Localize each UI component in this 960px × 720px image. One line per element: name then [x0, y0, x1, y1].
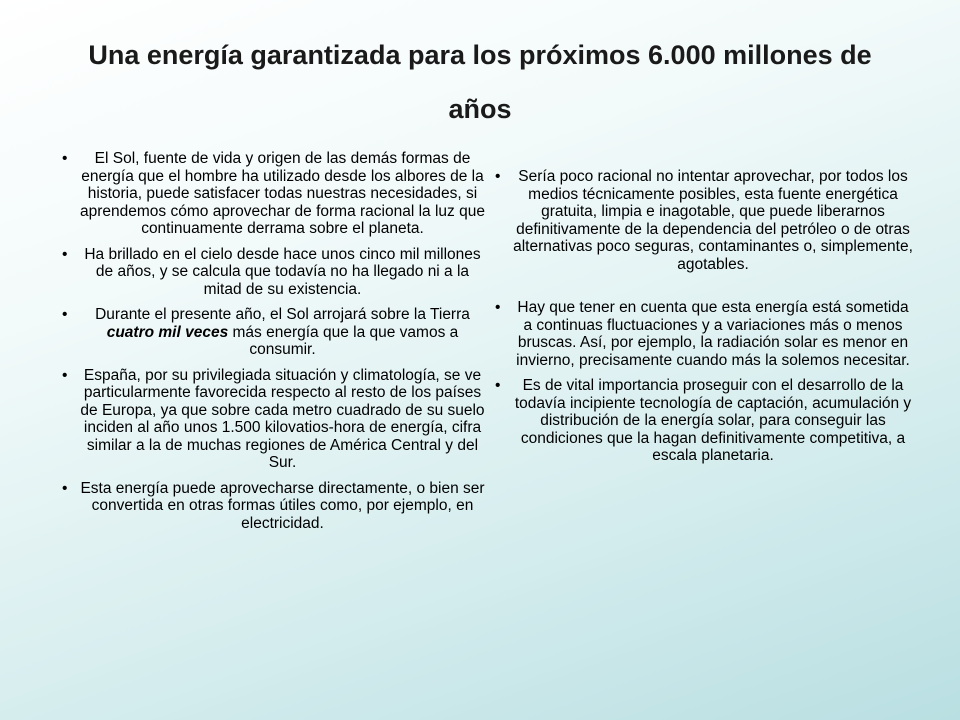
bullet-text-after: más energía que la que vamos a consumir.	[228, 323, 459, 358]
bullet-dot: •	[495, 377, 501, 394]
bullet-item	[495, 299, 915, 369]
bullet-dot: •	[62, 245, 68, 263]
right-column	[495, 168, 915, 465]
bullet-dot: •	[495, 299, 501, 316]
bullet-item	[62, 480, 487, 533]
bullet-item	[62, 246, 487, 299]
slide-title: Una energía garantizada para los próximos 6.000 millones de años	[88, 40, 872, 124]
bullet-text: España, por su privilegiada situación y climatología, se ve particularmente favorecida respecto al resto de los países de Europa, ya que sobre cada metro cuadrado de su suelo inciden al año unos 1.500 kilovatios-hora de energía, cifra similar a la de muchas regiones de América Central y del Sur.	[80, 366, 485, 471]
bullet-text: Sería poco racional no intentar aprovechar, por todos los medios técnicamente posibles, esta fuente energética gratuita, limpia e inagotable, que puede liberarnos definitivamente de la dependencia del petróleo o de otras alternativas poco seguras, contaminantes o, simplemente, agotables.	[513, 168, 913, 273]
bullet-dot: •	[62, 366, 68, 384]
bullet-text: Ha brillado en el cielo desde hace unos cinco mil millones de años, y se calcula que todavía no ha llegado ni a la mitad de su existencia.	[84, 245, 481, 298]
left-column	[62, 150, 487, 540]
bullet-item	[62, 150, 487, 238]
bullet-dot: •	[495, 168, 501, 185]
emphasis-text: cuatro mil veces	[106, 323, 229, 341]
bullet-text-before: Durante el presente año, el Sol arrojará sobre la Tierra	[95, 306, 470, 323]
bullet-dot: •	[62, 306, 68, 323]
bullet-dot: •	[62, 150, 68, 167]
bullet-item	[495, 377, 915, 465]
bullet-text: Esta energía puede aprovecharse directamente, o bien ser convertida en otras formas útiles como, por ejemplo, en electricidad.	[80, 479, 485, 532]
bullet-item	[495, 168, 915, 273]
bullet-text: Hay que tener en cuenta que esta energía está sometida a continuas fluctuaciones y a variaciones más o menos bruscas. Así, por ejemplo, la radiación solar es menor en invierno, precisamente cuando más la solemos necesitar.	[516, 299, 910, 369]
bullet-text: Es de vital importancia proseguir con el desarrollo de la todavía incipiente tecnología de captación, acumulación y distribución de la energía solar, para conseguir las condiciones que la hagan definitivamente competitiva, a escala planetaria.	[514, 377, 912, 464]
bullet-item	[62, 306, 487, 359]
bullet-text: El Sol, fuente de vida y origen de las demás formas de energía que el hombre ha utilizado desde los albores de la historia, puede satisfacer todas nuestras necesidades, si aprendemos cómo aprovechar de forma racional la luz que continuamente derrama sobre el planeta.	[80, 150, 485, 237]
bullet-item	[62, 367, 487, 472]
bullet-dot: •	[62, 479, 68, 497]
